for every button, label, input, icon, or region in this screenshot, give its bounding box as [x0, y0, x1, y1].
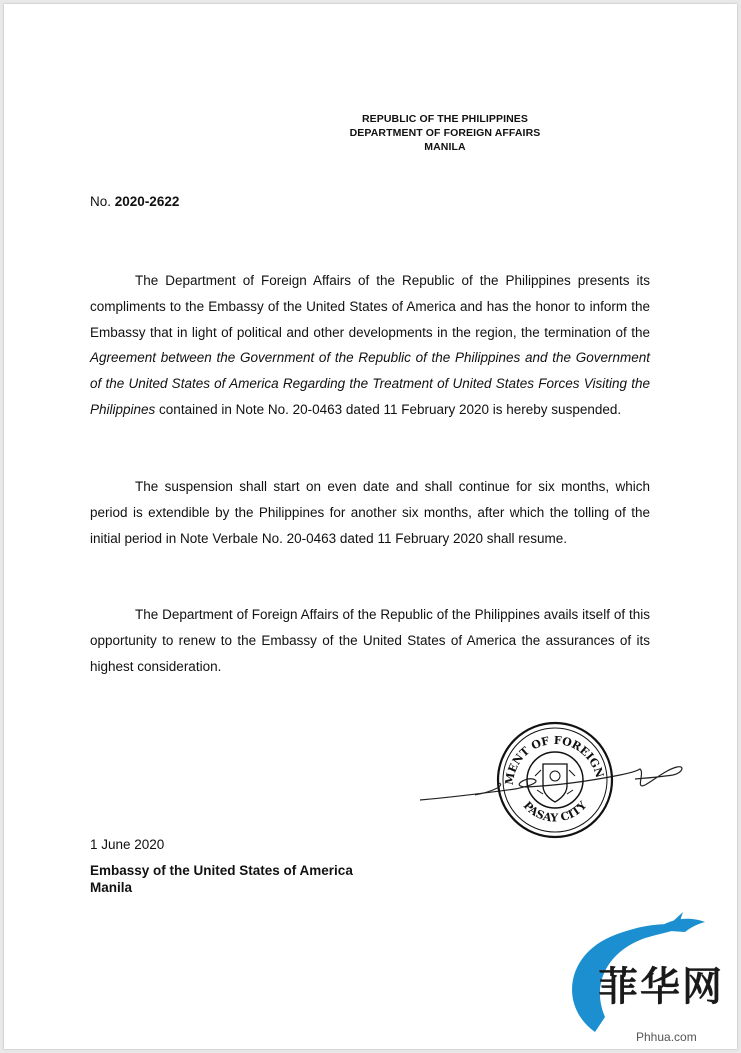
paragraph-2 [90, 474, 650, 551]
svg-text:DEPARTMENT OF FOREIGN AFFAIRS [503, 734, 607, 786]
watermark-brand: 菲华网 [598, 963, 724, 1010]
paragraph-1-text-b: contained in Note No. 20-0463 dated 11 February 2020 is hereby suspended. [155, 401, 622, 417]
watermark-url: Phhua.com [636, 1030, 697, 1044]
paragraph-3-text: The Department of Foreign Affairs of the Republic of the Philippines avails itself of this opportunity to renew to the Embassy of the United States of America the assurances of its highest consideration. [90, 607, 650, 674]
addressee-line-2: Manila [90, 880, 133, 895]
paragraph-1-text-a: The Department of Foreign Affairs of the Republic of the Philippines presents its compliments to the Embassy of the United States of America and has the honor to inform the Embassy that in light of political and other developments in the region, the termination of the [90, 273, 650, 340]
note-number-value: 2020-2622 [114, 194, 180, 209]
letterhead [300, 112, 590, 154]
note-prefix: No. [90, 194, 112, 209]
paragraph-3 [90, 602, 650, 679]
note-number [90, 194, 179, 209]
letterhead-city: MANILA [424, 141, 466, 153]
seal-city: PASAY CITY [520, 798, 590, 825]
addressee-line-1: Embassy of the United States of America [90, 863, 353, 878]
seal-text: DEPARTMENT OF FOREIGN AFFAIRS [502, 733, 607, 786]
letter-date: 1 June 2020 [90, 837, 165, 852]
paragraph-1 [90, 268, 650, 423]
agreement-title: Agreement between the Government of the Republic of the Philippines and the Government of the United States of America Regarding the Treatment of United States Forces Visiting the Philippines [90, 350, 650, 417]
addressee-block [90, 862, 353, 896]
letterhead-department: DEPARTMENT OF FOREIGN AFFAIRS [349, 127, 541, 139]
seal-and-signature [415, 715, 695, 845]
paragraph-2-text: The suspension shall start on even date and shall continue for six months, which period is extendible by the Philippines for another six months, after which the tolling of the initial period in Note Verbale No. 20-0463 dated 11 February 2020 shall resume. [90, 479, 650, 546]
letterhead-republic: REPUBLIC OF THE PHILIPPINES [361, 113, 529, 125]
signature-scribble [415, 715, 695, 845]
